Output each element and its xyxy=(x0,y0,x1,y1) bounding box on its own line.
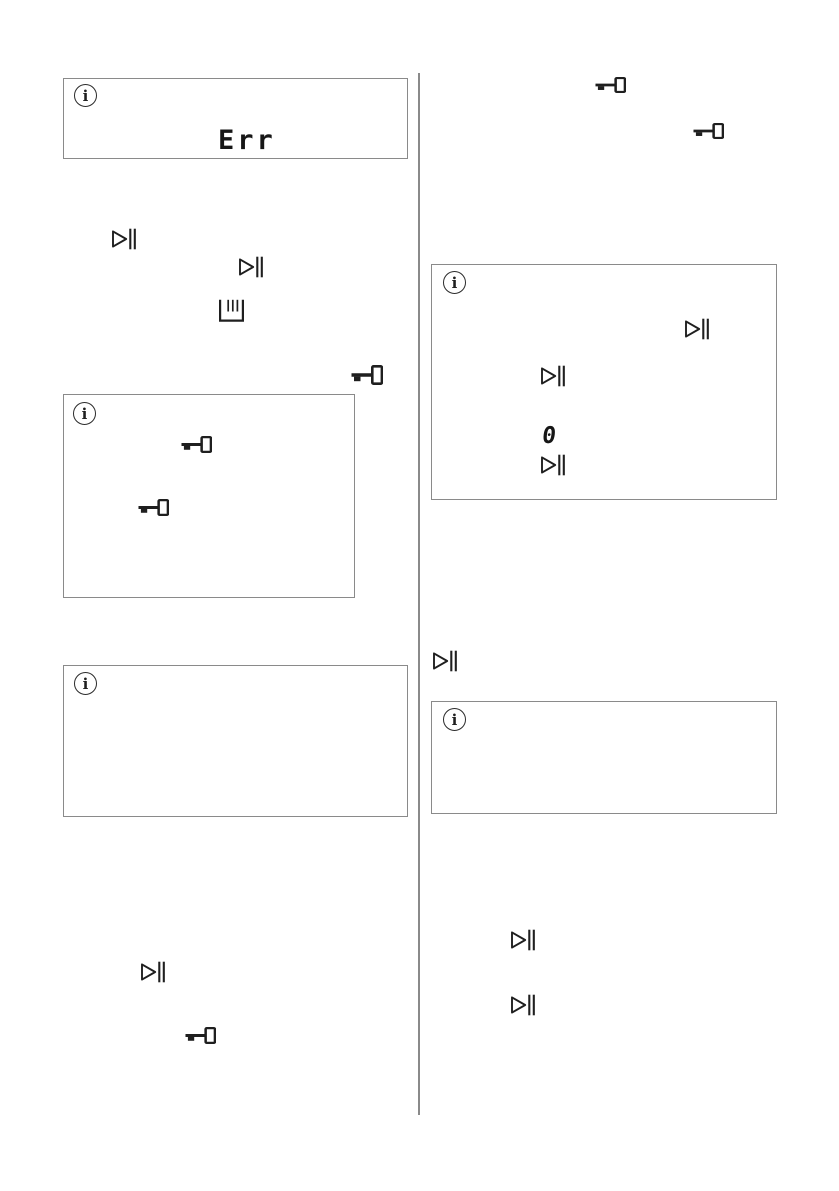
start-pause-icon xyxy=(237,256,264,278)
start-pause-icon xyxy=(110,228,137,250)
key-icon xyxy=(693,123,724,139)
error-code-display: Err xyxy=(218,125,276,156)
key-icon xyxy=(138,499,169,516)
start-pause-icon xyxy=(509,929,536,951)
info-icon: i xyxy=(74,84,97,107)
info-icon: i xyxy=(74,672,97,695)
key-icon xyxy=(595,77,626,93)
info-box-note-right xyxy=(431,701,777,814)
info-icon: i xyxy=(443,271,466,294)
info-icon: i xyxy=(443,708,466,731)
key-icon xyxy=(181,436,212,453)
info-box-note-left xyxy=(63,665,408,817)
info-box-error-display xyxy=(63,78,408,159)
start-pause-icon xyxy=(139,961,166,983)
start-pause-icon xyxy=(683,318,710,340)
key-icon xyxy=(185,1027,216,1044)
info-box-child-lock xyxy=(63,394,355,598)
info-icon: i xyxy=(73,402,96,425)
key-icon xyxy=(351,365,383,385)
start-pause-icon xyxy=(539,454,566,476)
program-digit-display: 0 xyxy=(540,423,558,449)
info-box-countdown xyxy=(431,264,777,500)
column-divider xyxy=(418,73,420,1115)
start-pause-icon xyxy=(539,365,566,387)
start-pause-icon xyxy=(509,994,536,1016)
rinse-hold-icon xyxy=(218,299,245,322)
start-pause-icon xyxy=(431,650,458,672)
